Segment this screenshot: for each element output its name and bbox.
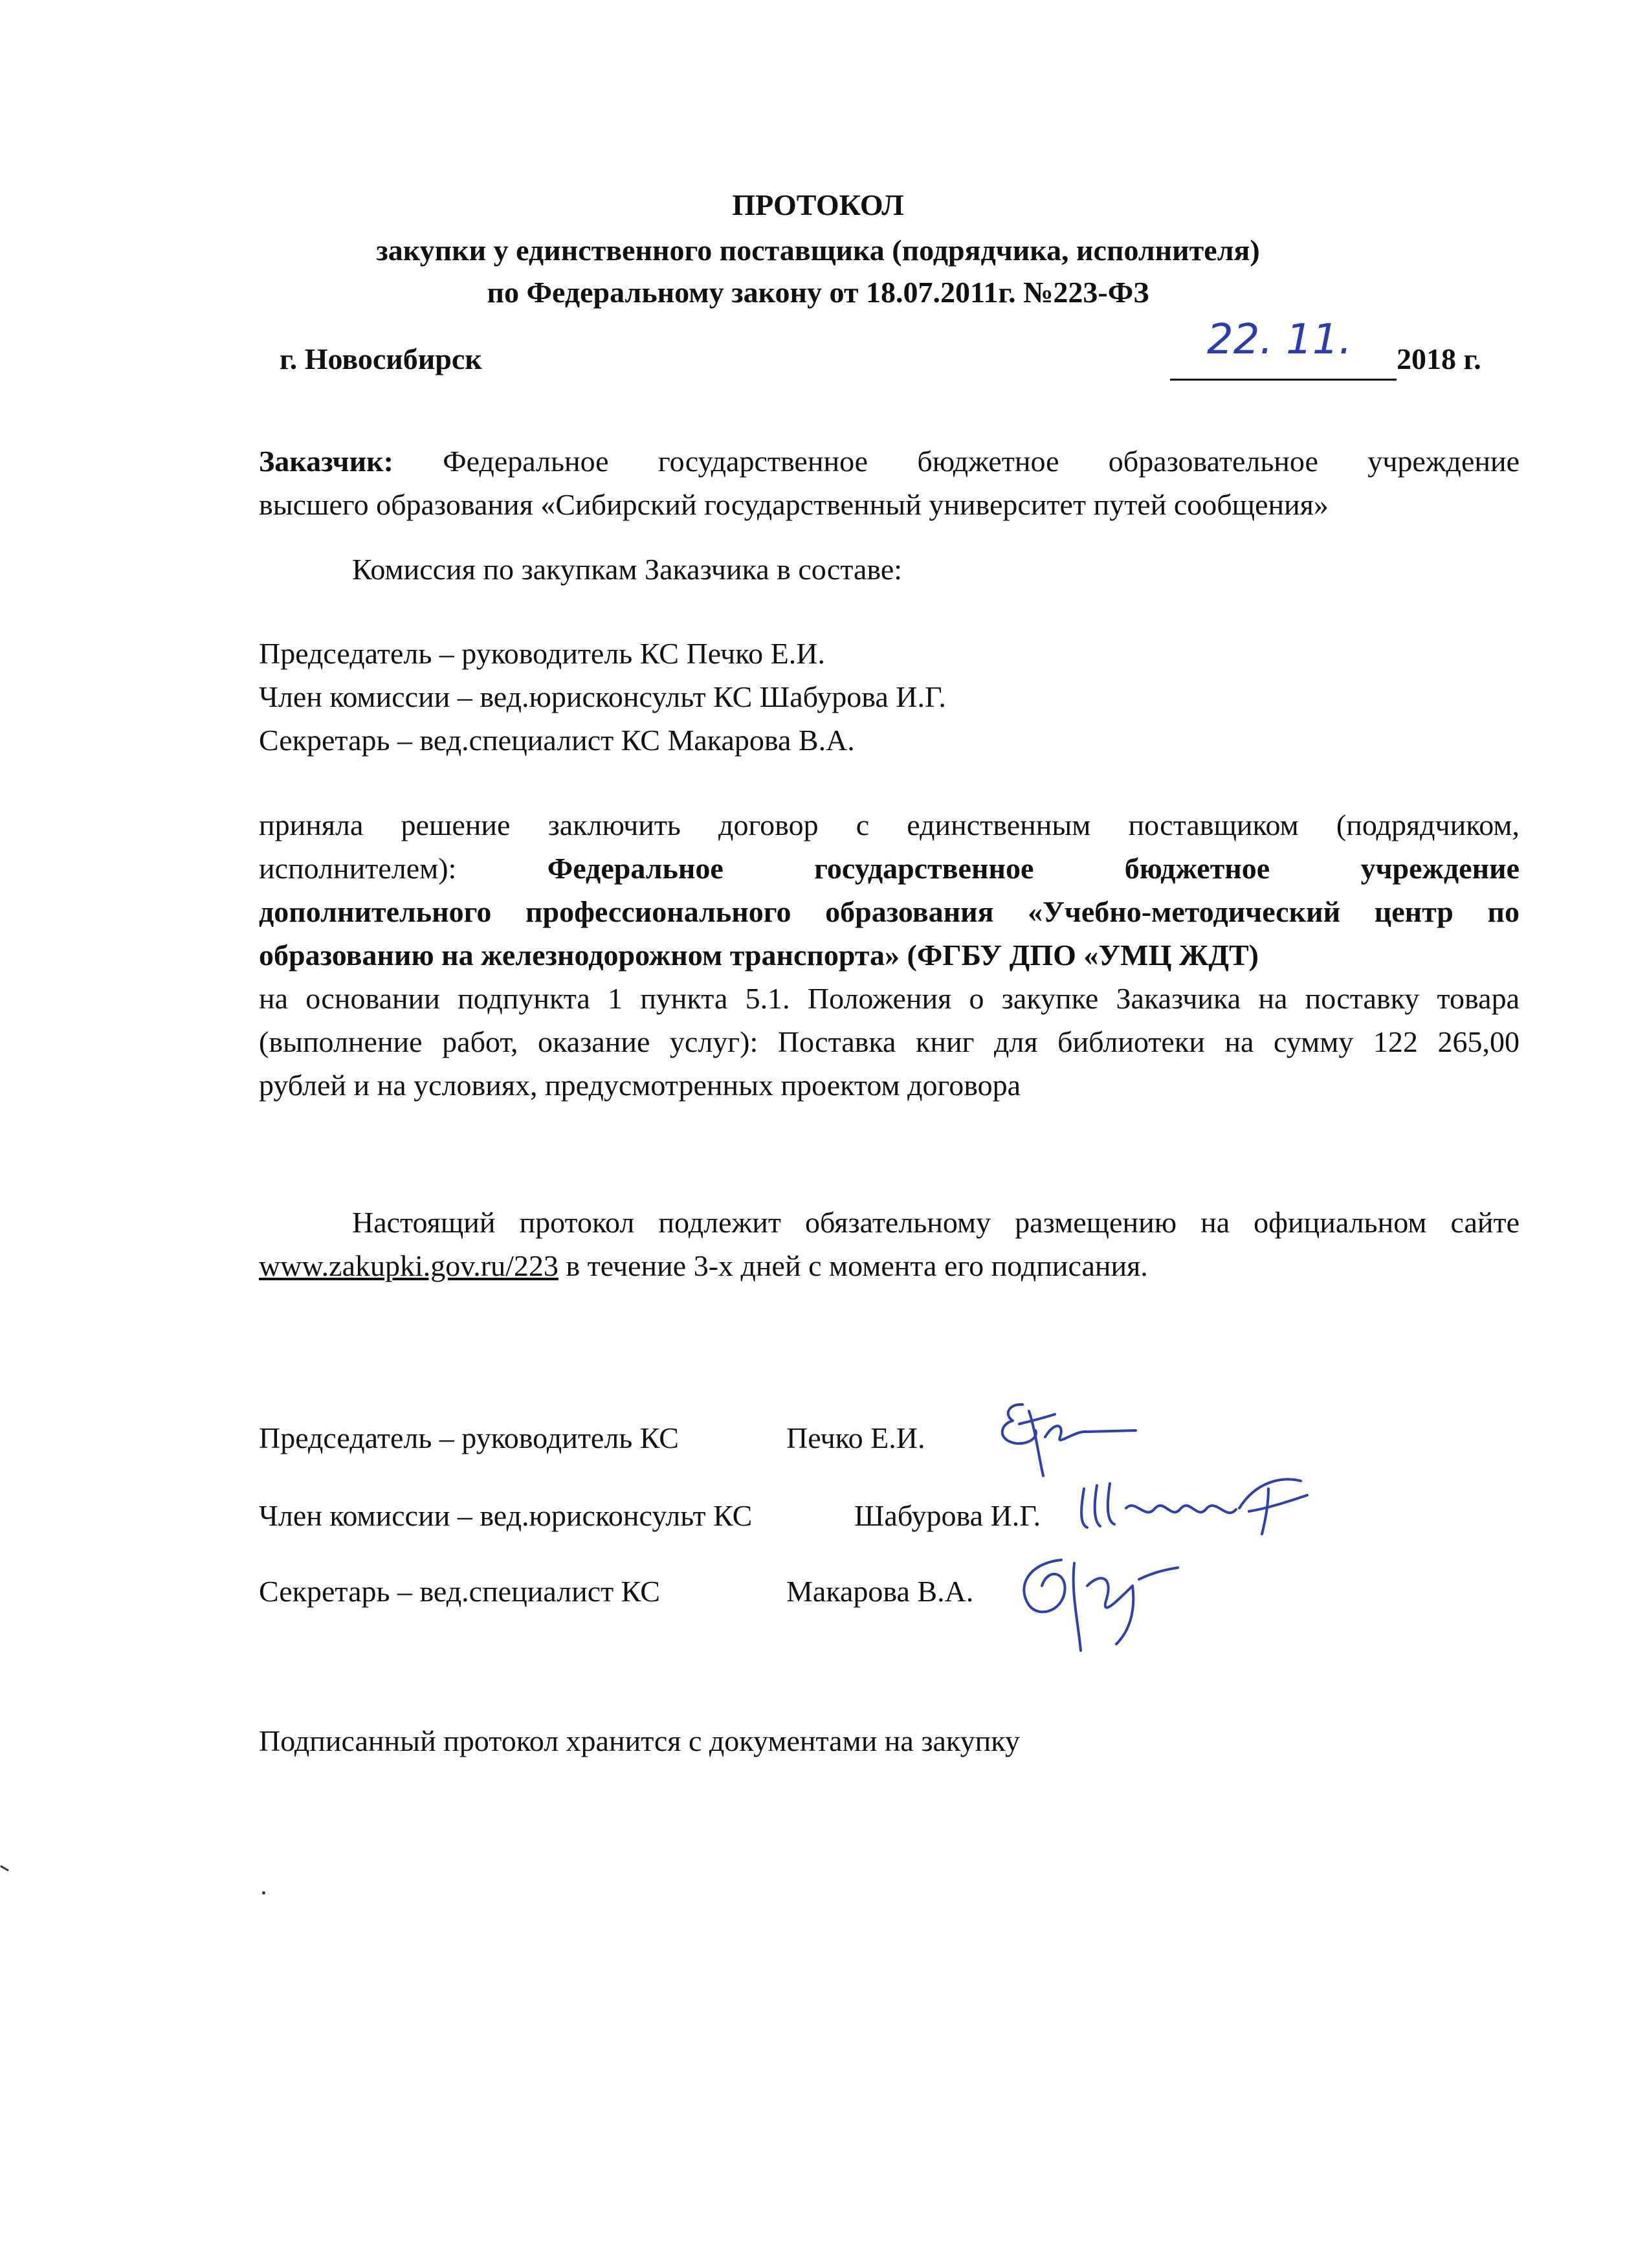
commission-member-chair: Председатель – руководитель КС Печко Е.И. — [259, 637, 825, 670]
commission-member-secretary: Секретарь – вед.специалист КС Макарова В.А. — [259, 724, 855, 757]
decision-basis-line1: на основании подпункта 1 пункта 5.1. Положения о закупке Заказчика на поставку товара — [259, 982, 1520, 1015]
customer-line2: высшего образования «Сибирский государственный университет путей сообщения» — [259, 488, 1329, 521]
procurement-site-link[interactable]: www.zakupki.gov.ru/223 — [259, 1249, 558, 1282]
commission-member-lawyer: Член комиссии – вед.юрисконсульт КС Шабурова И.Г. — [259, 680, 946, 713]
publication-line2-rest: в течение 3-х дней с момента его подписания. — [558, 1249, 1148, 1282]
scan-dust-dot — [262, 1891, 265, 1895]
supplier-name-part3: образованию на железнодорожном транспорта» (ФГБУ ДПО «УМЦ ЖДТ) — [259, 939, 1259, 972]
supplier-name-part1: Федеральное государственное бюджетное учреждение — [547, 852, 1520, 885]
customer-label: Заказчик: — [259, 445, 393, 478]
customer-name-part1: Федеральное государственное бюджетное образовательное учреждение — [443, 445, 1520, 478]
decision-line2 — [259, 851, 1520, 885]
signature-chair-handwritten — [984, 1385, 1139, 1482]
signature-role-lawyer: Член комиссии – вед.юрисконсульт КС — [259, 1499, 753, 1532]
signature-role-secretary: Секретарь – вед.специалист КС — [259, 1575, 660, 1608]
signature-secretary-handwritten — [1003, 1547, 1184, 1663]
document-title: ПРОТОКОЛ — [732, 188, 904, 221]
publication-line1: Настоящий протокол подлежит обязательному размещению на официальном сайте — [352, 1206, 1520, 1239]
decision-basis-line2: (выполнение работ, оказание услуг): Поставка книг для библиотеки на сумму 122 265,00 — [259, 1025, 1520, 1058]
decision-line2-plain: исполнителем): — [259, 852, 457, 885]
handwritten-date: 22. 11. — [1207, 316, 1352, 364]
commission-intro: Комиссия по закупкам Заказчика в составе: — [352, 553, 903, 586]
document-subtitle-line2: по Федеральному закону от 18.07.2011г. №223-ФЗ — [487, 276, 1149, 309]
city-label: г. Новосибирск — [280, 342, 482, 375]
signature-name-lawyer: Шабурова И.Г. — [854, 1499, 1041, 1532]
date-year: 2018 г. — [1397, 342, 1481, 375]
signature-name-secretary: Макарова В.А. — [786, 1575, 974, 1608]
storage-note: Подписанный протокол хранится с документами на закупку — [259, 1724, 1020, 1757]
supplier-name-part2: дополнительного профессионального образования «Учебно-методический центр по — [259, 895, 1520, 928]
decision-line1: приняла решение заключить договор с единственным поставщиком (подрядчиком, — [259, 808, 1520, 841]
document-subtitle-line1: закупки у единственного поставщика (подрядчика, исполнителя) — [376, 234, 1260, 267]
date-underline — [1170, 379, 1397, 381]
signature-name-chair: Печко Е.И. — [786, 1421, 925, 1454]
signature-role-chair: Председатель – руководитель КС — [259, 1421, 679, 1454]
publication-line2 — [259, 1249, 1148, 1283]
scan-edge-mark — [0, 1865, 9, 1872]
customer-line1 — [259, 444, 1520, 478]
decision-basis-line3: рублей и на условиях, предусмотренных проектом договора — [259, 1069, 1021, 1102]
signature-lawyer-handwritten — [1074, 1469, 1320, 1540]
